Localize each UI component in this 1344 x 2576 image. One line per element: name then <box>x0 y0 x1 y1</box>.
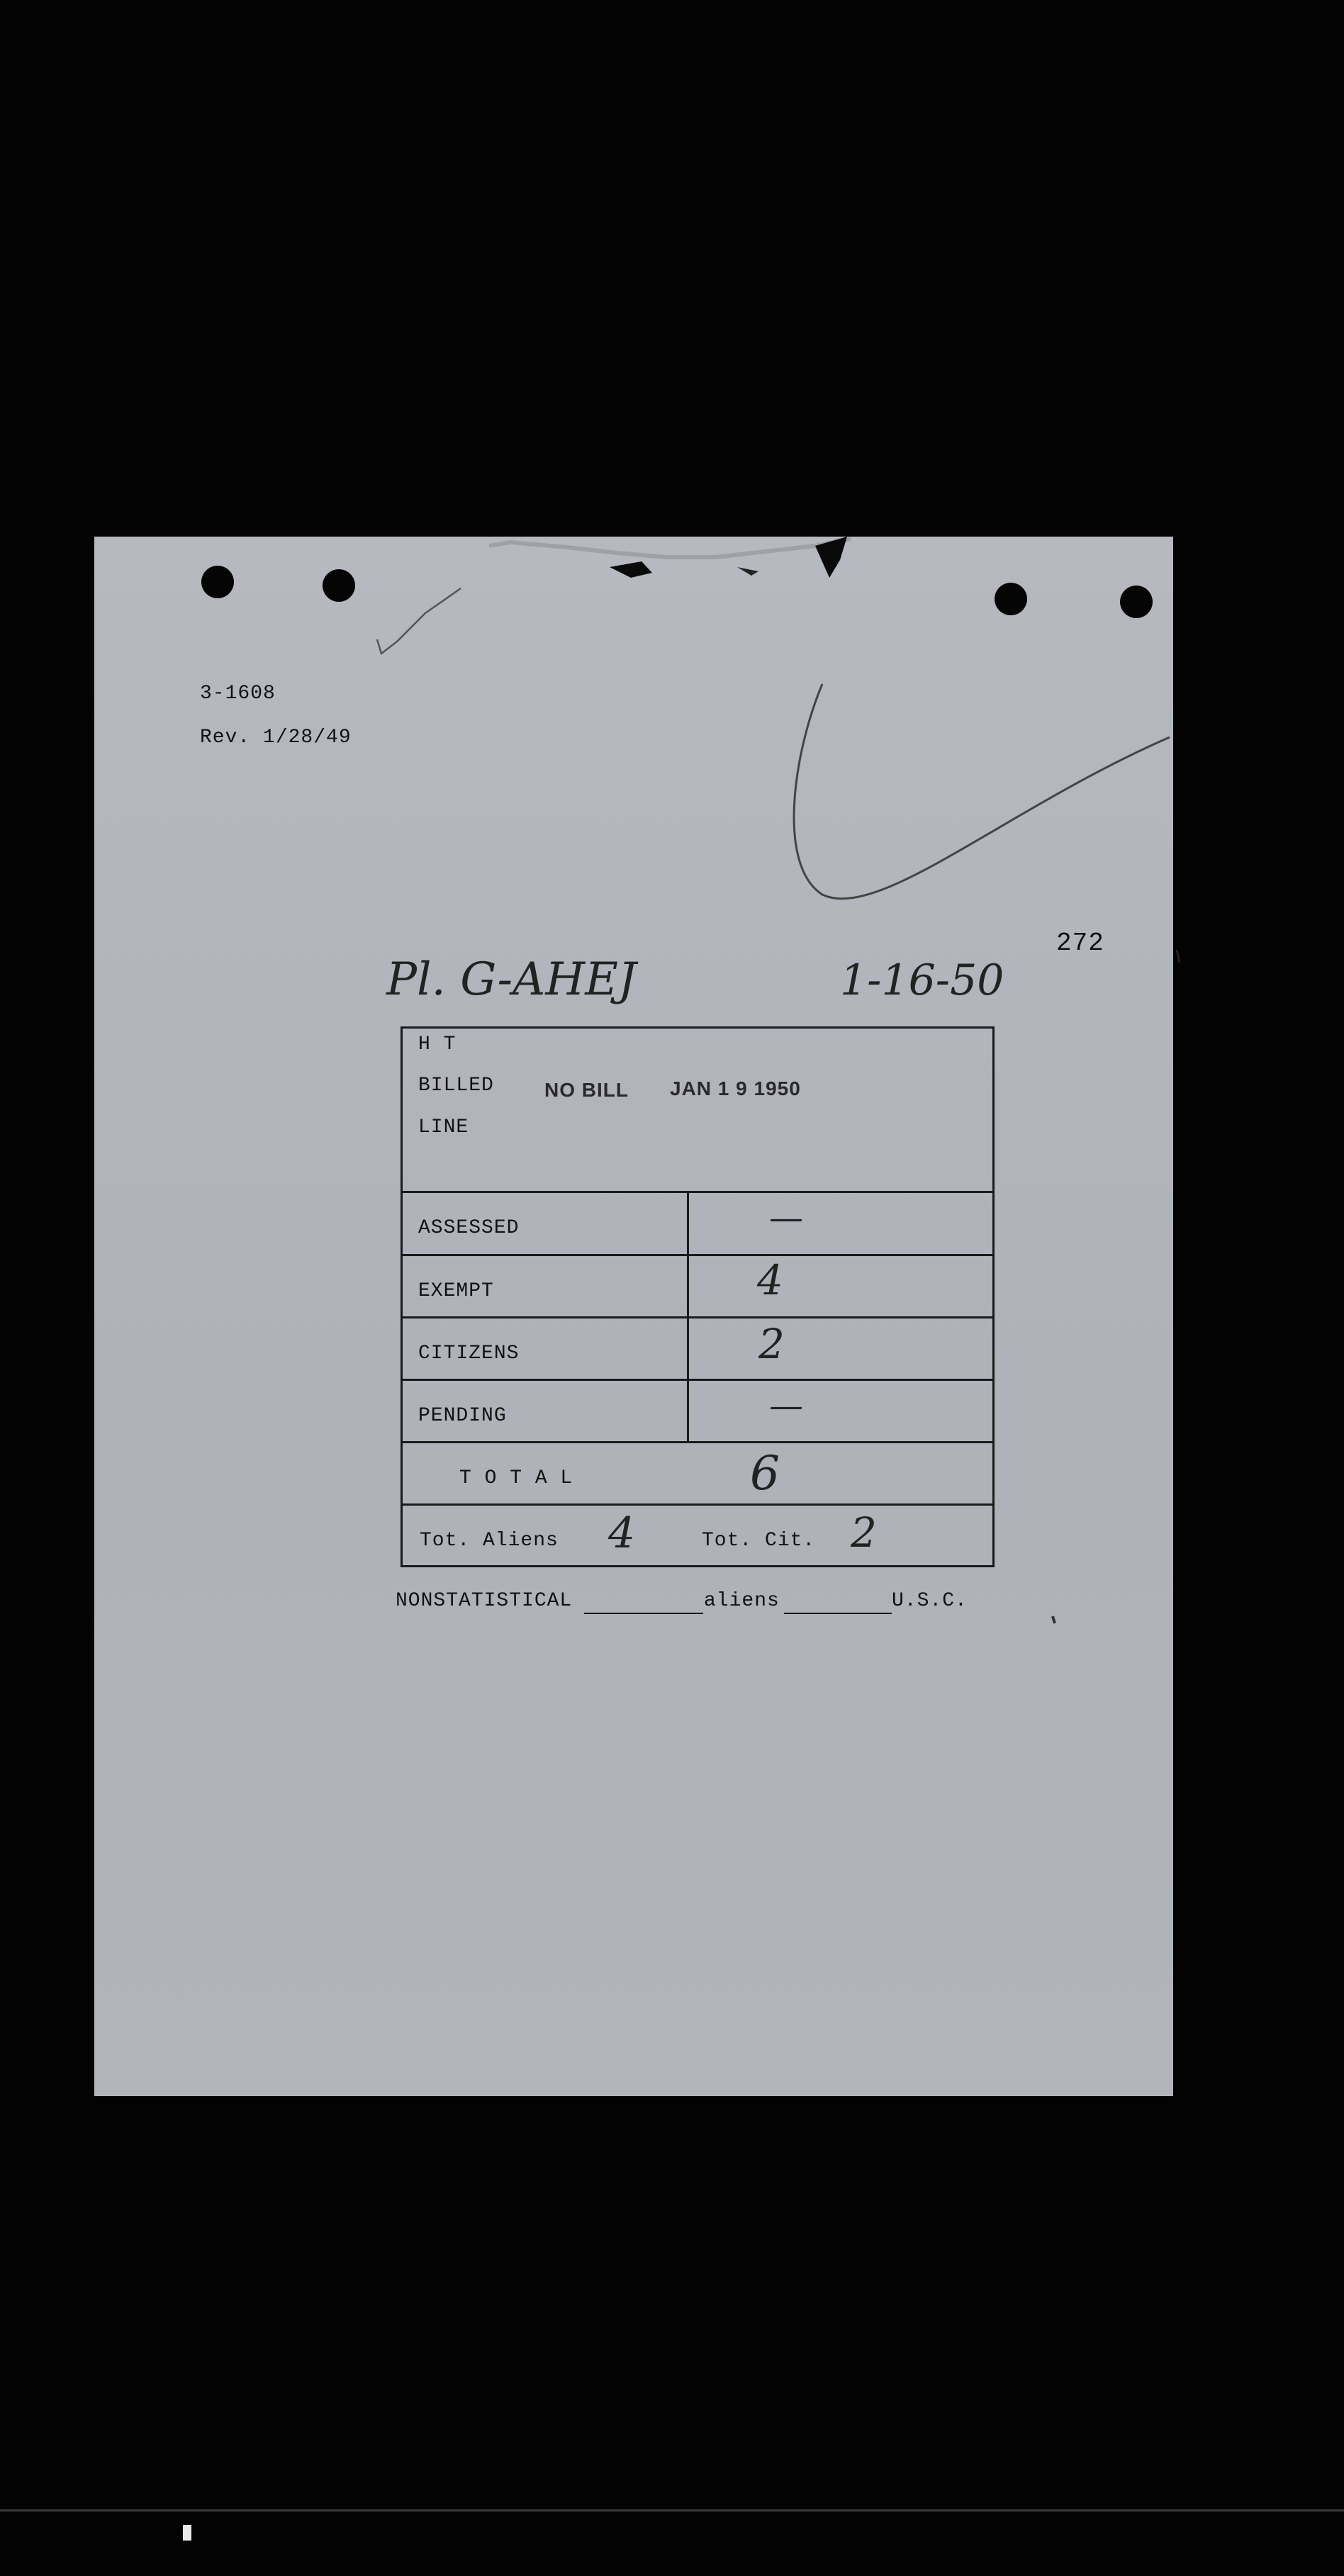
billed-label: BILLED <box>418 1075 494 1097</box>
aliens-footer-label: aliens <box>704 1590 780 1612</box>
divider <box>401 1191 995 1193</box>
divider <box>401 1441 995 1443</box>
date-stamp: JAN 1 9 1950 <box>670 1077 801 1099</box>
row-label-exempt: EXEMPT <box>418 1280 494 1302</box>
tot-cit-label: Tot. Cit. <box>702 1530 816 1552</box>
divider <box>401 1379 995 1381</box>
row-label-citizens: CITIZENS <box>418 1343 520 1365</box>
total-label: T O T A L <box>459 1467 573 1489</box>
line-label: LINE <box>418 1116 469 1138</box>
page-number: 272 <box>1056 929 1104 958</box>
handwritten-date: 1-16-50 <box>840 956 1004 1005</box>
nonstatistical-label: NONSTATISTICAL <box>396 1590 573 1612</box>
film-edge-line <box>0 2509 1344 2511</box>
row-value-assessed: — <box>769 1198 803 1238</box>
row-label-pending: PENDING <box>418 1405 507 1427</box>
tot-aliens-label: Tot. Aliens <box>420 1530 559 1552</box>
handwritten-vessel: Pl. G-AHEJ <box>386 953 637 1006</box>
divider <box>401 1254 995 1256</box>
punch-hole <box>1120 586 1153 618</box>
punch-hole <box>323 569 355 602</box>
row-value-exempt: 4 <box>757 1256 783 1304</box>
tot-aliens-value: 4 <box>608 1508 636 1558</box>
blank-line <box>584 1613 703 1614</box>
total-value: 6 <box>750 1446 780 1501</box>
divider <box>401 1503 995 1506</box>
row-value-pending: — <box>769 1386 803 1426</box>
column-divider <box>687 1191 689 1443</box>
divider <box>401 1316 995 1318</box>
tot-cit-value: 2 <box>851 1508 877 1557</box>
no-bill-stamp: NO BILL <box>544 1079 629 1101</box>
row-label-assessed: ASSESSED <box>418 1217 520 1239</box>
form-revision: Rev. 1/28/49 <box>200 727 352 749</box>
punch-hole <box>995 583 1027 615</box>
row-value-citizens: 2 <box>758 1320 785 1368</box>
film-speck <box>183 2525 191 2541</box>
punch-hole <box>201 566 234 598</box>
ht-label: H T <box>418 1034 457 1055</box>
blank-line <box>784 1613 892 1614</box>
form-number: 3-1608 <box>200 683 276 705</box>
usc-label: U.S.C. <box>892 1590 968 1612</box>
